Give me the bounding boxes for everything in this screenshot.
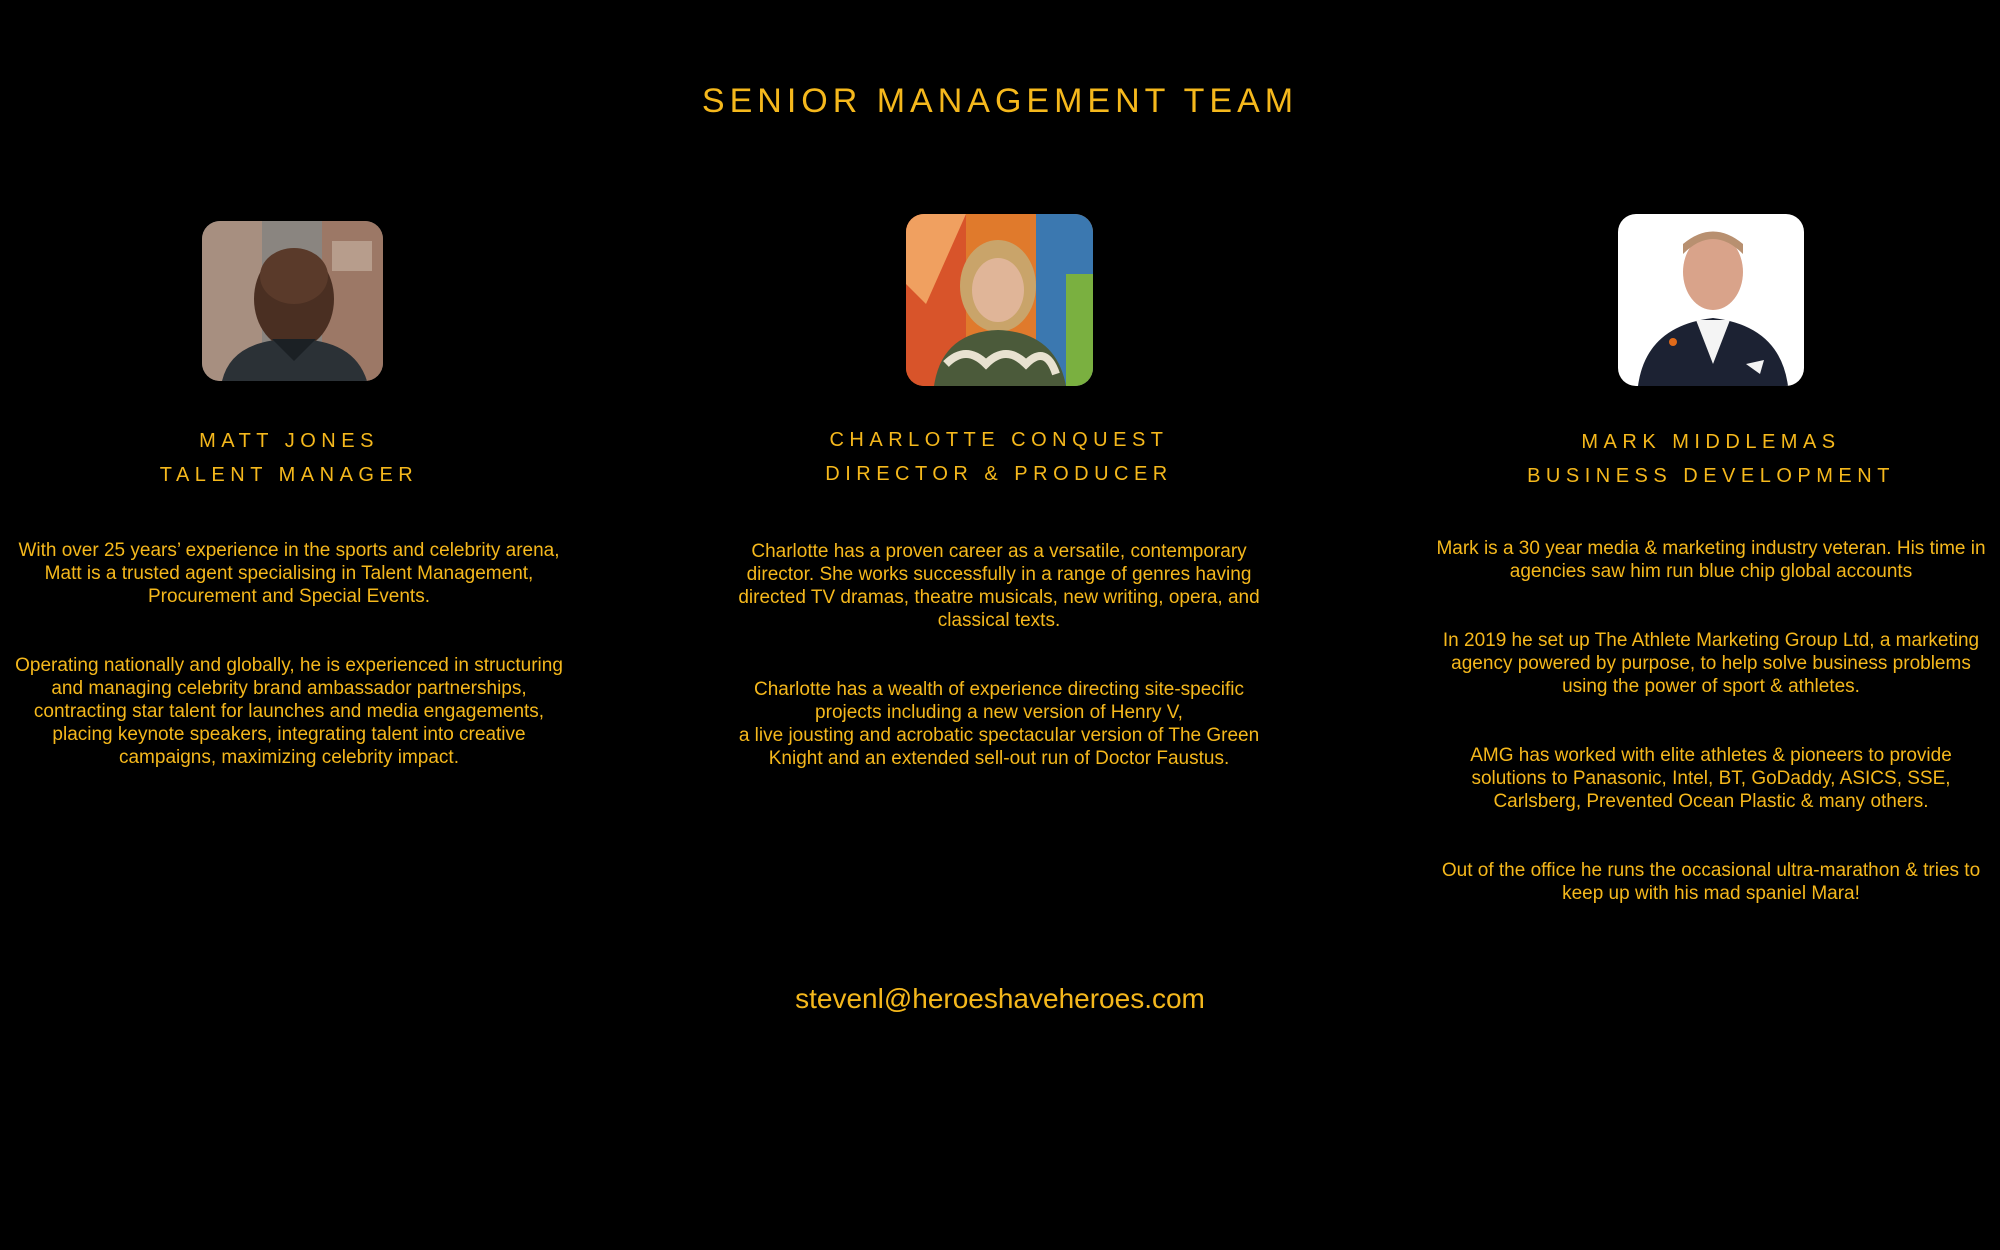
bio-paragraph: Charlotte has a wealth of experience directing site-specific projects including a new version of Henry V, a live jousting and acrobatic spectacular version of The Green Knight and an extended sell-out run of Doctor Faustus. (738, 679, 1260, 769)
portrait-image (202, 221, 383, 381)
portrait-image (906, 214, 1093, 386)
portrait-image (1618, 214, 1804, 386)
bio-paragraph: AMG has worked with elite athletes & pioneers to provide solutions to Panasonic, Intel, BT, GoDaddy, ASICS, SSE, Carlsberg, Prevented Ocean Plastic & many others. (1470, 745, 1952, 812)
bio-paragraph: In 2019 he set up The Athlete Marketing Group Ltd, a marketing agency powered by purpose, to help solve business problems using the power of sport & athletes. (1442, 630, 1980, 697)
bio-paragraph: Charlotte has a proven career as a versatile, contemporary director. She works successfully in a range of genres having directed TV dramas, theatre musicals, new writing, opera, and classical texts. (738, 541, 1260, 631)
bio-paragraph: With over 25 years’ experience in the sports and celebrity arena, Matt is a trusted agent specialising in Talent Management, Procurement and Special Events. (18, 540, 560, 607)
member-bio (713, 517, 1285, 816)
member-name: MARK MIDDLEMAS (1581, 431, 1841, 453)
member-role: TALENT MANAGER (159, 464, 419, 486)
member-name: MATT JONES (199, 430, 379, 452)
member-role: DIRECTOR & PRODUCER (825, 463, 1173, 485)
member-photo (906, 214, 1093, 386)
member-name: CHARLOTTE CONQUEST (829, 429, 1169, 451)
contact-email-link[interactable]: stevenl@heroeshaveheroes.com (795, 983, 1205, 1014)
bio-paragraph: Mark is a 30 year media & marketing industry veteran. His time in agencies saw him run blue chip global accounts (1436, 538, 1986, 582)
bio-paragraph: Out of the office he runs the occasional ultra-marathon & tries to keep up with his mad spaniel Mara! (1441, 860, 1981, 904)
member-photo (202, 221, 383, 381)
member-bio (1422, 514, 2000, 951)
bio-paragraph: Operating nationally and globally, he is experienced in structuring and managing celebrity brand ambassador partnerships, contracting star talent for launches and media engagements, placing keynote speakers, integrating talent into creative campaigns, maximizing celebrity impact. (15, 655, 563, 768)
member-role: BUSINESS DEVELOPMENT (1527, 465, 1895, 487)
member-photo (1618, 214, 1804, 386)
member-bio (0, 516, 578, 815)
section-title: SENIOR MANAGEMENT TEAM (701, 82, 1299, 120)
